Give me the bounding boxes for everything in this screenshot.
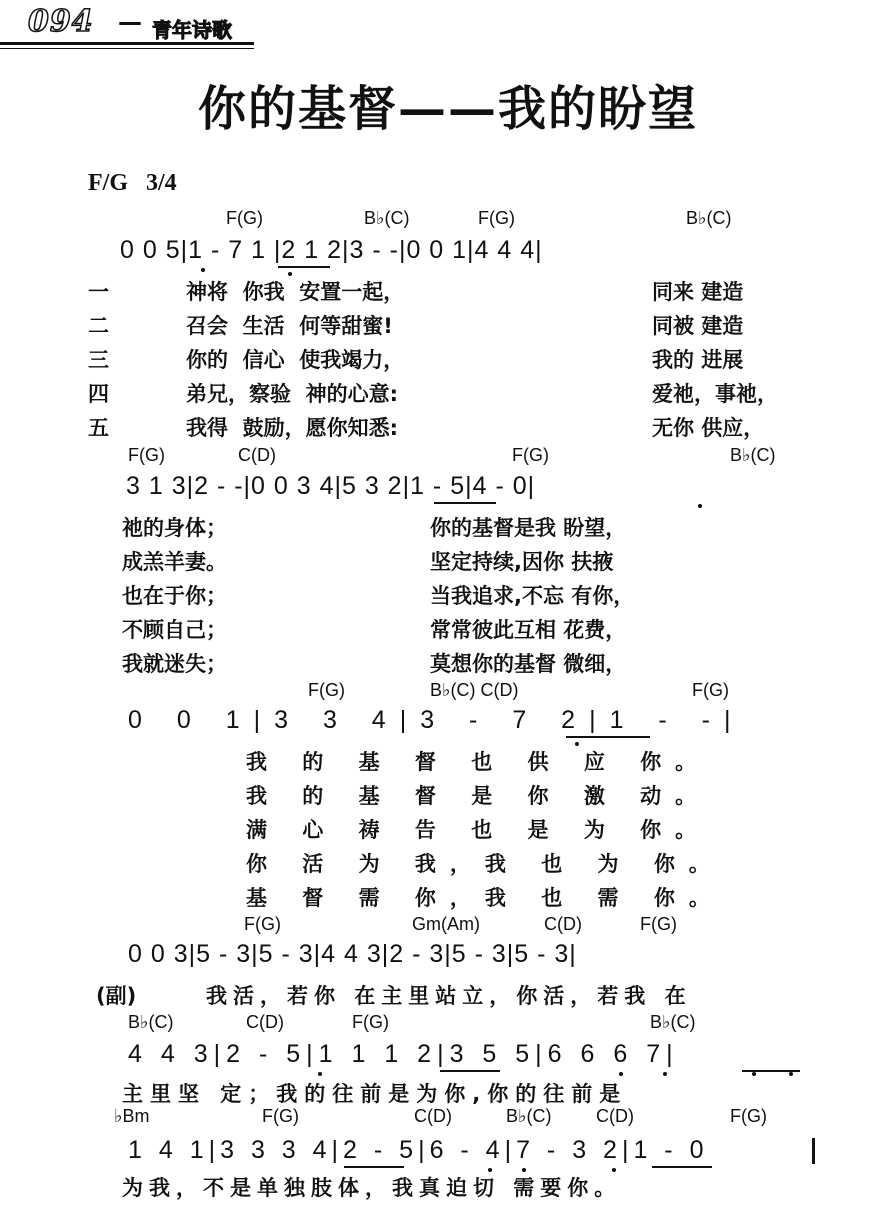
lyric-line: 祂的身体；: [122, 516, 227, 540]
verse-number: 一: [88, 280, 109, 304]
chord: F(G): [226, 208, 263, 228]
chord: C(D): [414, 1106, 452, 1126]
lyric-line: 坚定持续,因你 扶掖: [430, 550, 614, 574]
lyric-line: 你 活 为 我，我 也 为 你。: [246, 852, 724, 876]
chord: C(D): [238, 445, 276, 465]
chord: F(G): [308, 680, 345, 700]
lyric-line: 基 督 需 你，我 也 需 你。: [246, 886, 724, 910]
chord: ♭Bm: [114, 1106, 150, 1126]
chord: F(G): [730, 1106, 767, 1126]
chord: F(G): [244, 914, 281, 934]
verse-number: 二: [88, 314, 109, 338]
lyric-line: 你的基督是我 盼望，: [430, 516, 627, 540]
beam-underline: [652, 1166, 712, 1168]
chord: B♭(C): [364, 208, 410, 228]
notation-line: 1 4 1|3 3 3 4|2 - 5|6 - 4|7 - 3 2|1 - 0: [128, 1136, 709, 1164]
verse-number: 四: [88, 382, 109, 406]
chord: B♭(C) C(D): [430, 680, 519, 700]
chord: B♭(C): [650, 1012, 696, 1032]
chord: Gm(Am): [412, 914, 480, 934]
notation-line: 3 1 3|2 - -|0 0 3 4|5 3 2|1 - 5|4 - 0|: [126, 472, 536, 500]
lyric-line: 神将 你我 安置一起，: [186, 280, 405, 304]
chord: C(D): [544, 914, 582, 934]
chord: B♭(C): [128, 1012, 174, 1032]
beam-underline: [278, 266, 330, 268]
notation-line: 4 4 3|2 - 5|1 1 1 2|3 5 5|6 6 6 7|: [128, 1040, 679, 1068]
lyric-line: 爱祂，事祂，: [652, 382, 778, 406]
verse-number: 五: [88, 416, 109, 440]
chord: F(G): [692, 680, 729, 700]
lyric-line: 我的 进展: [652, 348, 744, 372]
lyric-line: 为我，不是单独肢体，我真迫切 需要你。: [122, 1176, 622, 1200]
lyric-line: 满 心 祷 告 也 是 为 你。: [246, 818, 711, 842]
lyric-line: 常常彼此互相 花费，: [430, 618, 627, 642]
octave-dot: [318, 1072, 322, 1076]
lyric-line: 同被 建造: [652, 314, 744, 338]
chord: F(G): [262, 1106, 299, 1126]
header-rule: [0, 42, 254, 45]
notation-line: 0 0 1|3 3 4|3 - 7 2|1 - -|: [128, 706, 745, 734]
lyric-line: 我就迷失；: [122, 652, 227, 676]
beam-underline: [434, 502, 496, 504]
lyric-line: 也在于你；: [122, 584, 227, 608]
notation-line: 0 0 5|1 - 7 1 |2 1 2|3 - -|0 0 1|4 4 4|: [120, 236, 543, 264]
lyric-line: 我活，若你 在主里站立，你活，若我 在: [206, 984, 692, 1008]
chord: F(G): [352, 1012, 389, 1032]
lyric-line: 同来 建造: [652, 280, 744, 304]
lyric-line: 召会 生活 何等甜蜜!: [186, 314, 393, 338]
beam-underline: [344, 1166, 404, 1168]
lyric-line: 你的 信心 使我竭力，: [186, 348, 405, 372]
lyric-line: 弟兄，察验 神的心意:: [186, 382, 399, 406]
octave-dot: [619, 1072, 623, 1076]
lyric-line: 当我追求,不忘 有你，: [430, 584, 635, 608]
header-category: 青年诗歌: [152, 18, 232, 42]
octave-dot: [752, 1072, 756, 1076]
chord: F(G): [478, 208, 515, 228]
beam-underline: [440, 1070, 500, 1072]
beam-underline: [566, 736, 650, 738]
octave-dot: [663, 1072, 667, 1076]
chord: F(G): [512, 445, 549, 465]
chord: B♭(C): [686, 208, 732, 228]
lyric-line: 不顾自己；: [122, 618, 227, 642]
lyric-line: 主里坚 定；我的往前是为你,你的往前是: [122, 1082, 628, 1106]
header-rule-thin: [0, 48, 254, 49]
chord: B♭(C): [506, 1106, 552, 1126]
notation-line: 0 0 3|5 - 3|5 - 3|4 4 3|2 - 3|5 - 3|5 - 3|: [128, 940, 577, 968]
final-barline: [812, 1138, 815, 1164]
page-number: 094: [28, 4, 94, 39]
lyric-line: 我 的 基 督 也 供 应 你。: [246, 750, 711, 774]
chord: F(G): [640, 914, 677, 934]
lyric-line: 我 的 基 督 是 你 激 动。: [246, 784, 711, 808]
lyric-line: 我得 鼓励，愿你知悉:: [186, 416, 399, 440]
song-title: 你的基督——我的盼望: [197, 81, 698, 137]
lyric-line: 无你 供应，: [652, 416, 765, 440]
chorus-label: (副): [96, 984, 137, 1008]
octave-dot: [698, 504, 702, 508]
octave-dot: [201, 268, 205, 272]
lyric-line: 莫想你的基督 微细，: [430, 652, 627, 676]
chord: F(G): [128, 445, 165, 465]
chord: C(D): [596, 1106, 634, 1126]
verse-number: 三: [88, 348, 109, 372]
key-time-signature: F/G 3/4: [88, 170, 177, 196]
octave-dot: [789, 1072, 793, 1076]
chord: C(D): [246, 1012, 284, 1032]
chord: B♭(C): [730, 445, 776, 465]
header-dash: —: [118, 8, 142, 36]
lyric-line: 成羔羊妻。: [122, 550, 227, 574]
